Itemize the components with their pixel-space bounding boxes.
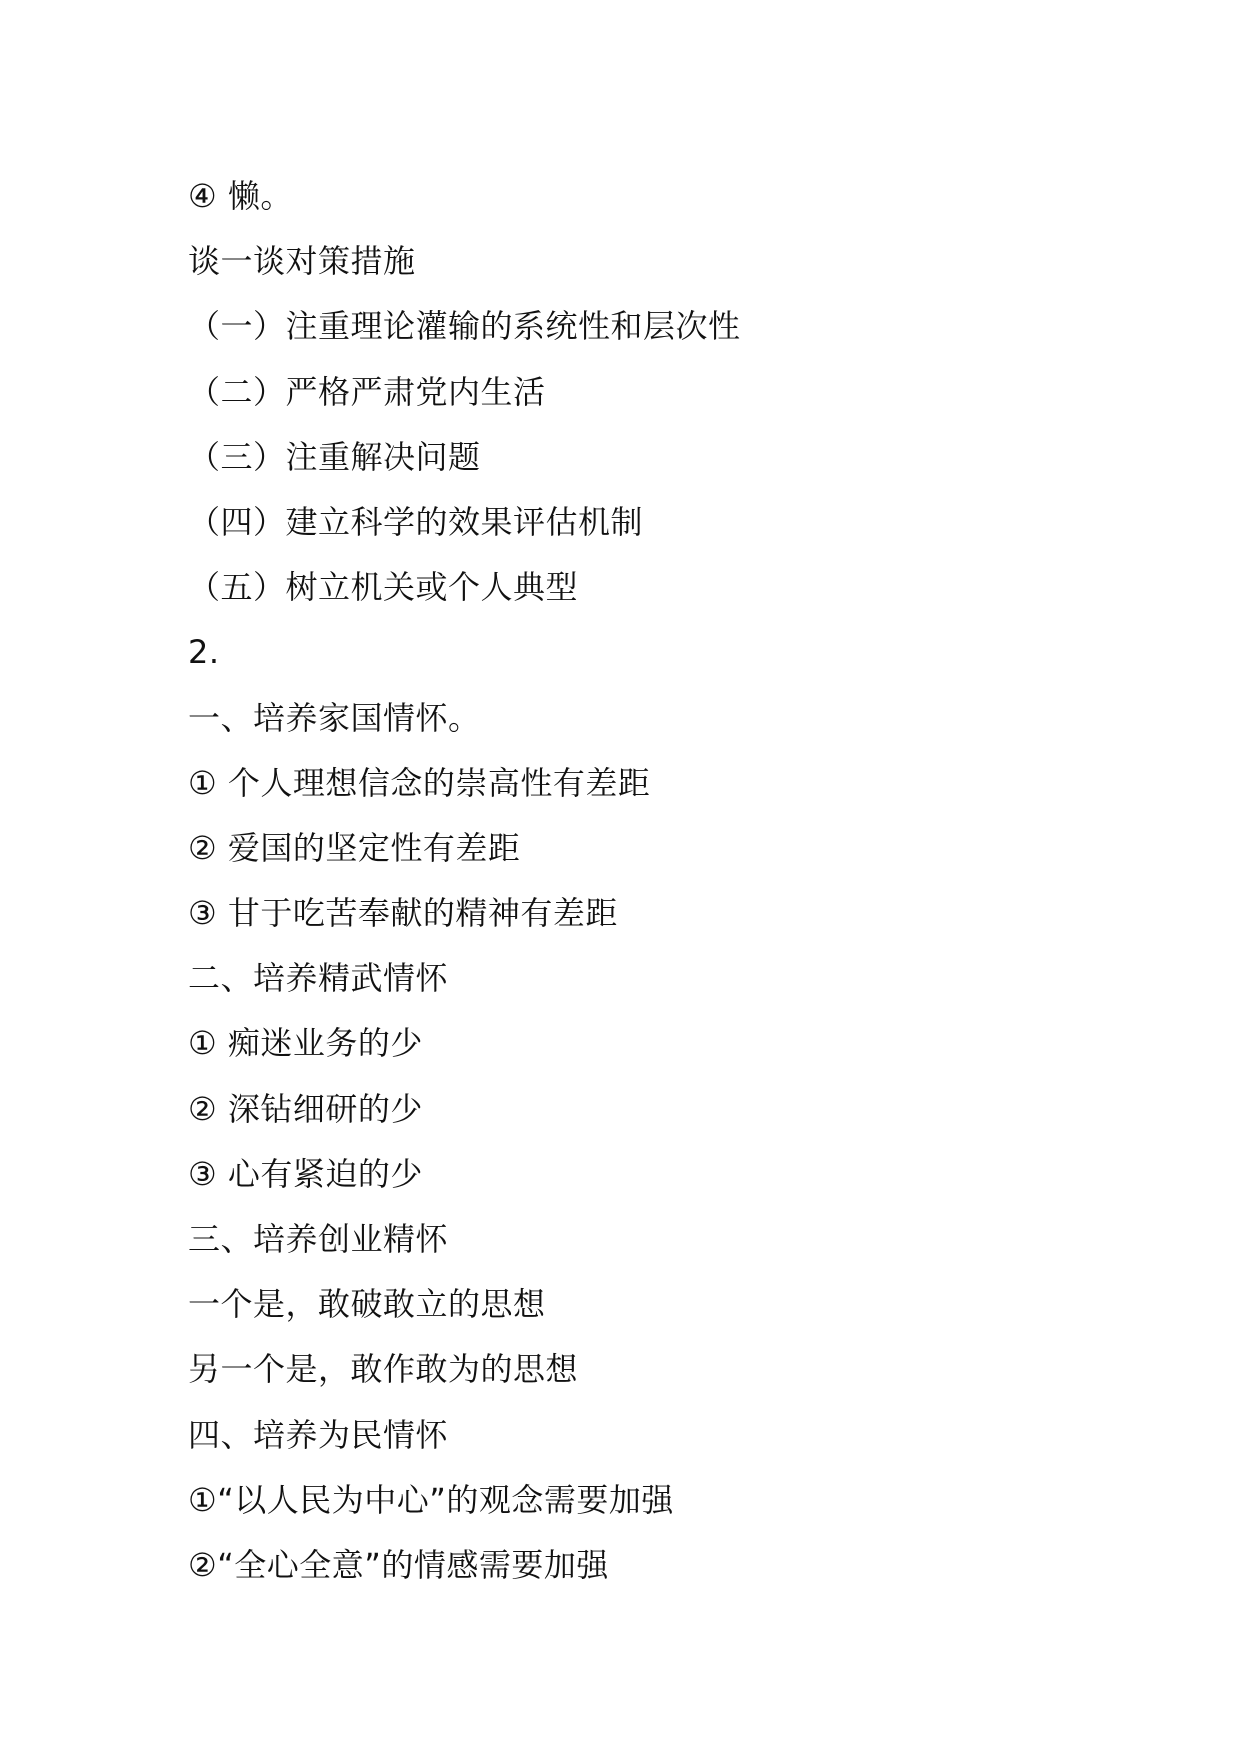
list-item-lazy: ④ 懒。 — [188, 177, 293, 215]
list-item: 另一个是，敢作敢为的思想 — [188, 1350, 579, 1389]
list-item: ②“全心全意”的情感需要加强 — [188, 1545, 609, 1584]
heading-family-country: 一、培养家国情怀。 — [188, 698, 481, 737]
heading-countermeasures: 谈一谈对策措施 — [188, 242, 416, 281]
measure-3: （三）注重解决问题 — [188, 437, 481, 476]
list-item: ② 爱国的坚定性有差距 — [188, 828, 521, 867]
measure-1: （一）注重理论灌输的系统性和层次性 — [188, 307, 741, 346]
list-item: ② 深钻细研的少 — [188, 1089, 423, 1128]
measure-2: （二）严格严肃党内生活 — [188, 372, 546, 411]
heading-martial-skill: 二、培养精武情怀 — [188, 959, 449, 998]
section-number-2: 2. — [188, 633, 220, 672]
list-item: ① 个人理想信念的崇高性有差距 — [188, 763, 651, 802]
measure-5: （五）树立机关或个人典型 — [188, 568, 579, 607]
document-body — [188, 164, 1148, 1598]
list-item: 一个是，敢破敢立的思想 — [188, 1285, 546, 1324]
measure-4: （四）建立科学的效果评估机制 — [188, 502, 644, 541]
list-item: ①“以人民为中心”的观念需要加强 — [188, 1480, 674, 1519]
list-item: ③ 心有紧迫的少 — [188, 1154, 423, 1193]
list-item: ① 痴迷业务的少 — [188, 1024, 423, 1063]
heading-serving-people: 四、培养为民情怀 — [188, 1415, 449, 1454]
heading-entrepreneurship: 三、培养创业精怀 — [188, 1220, 449, 1258]
list-item: ③ 甘于吃苦奉献的精神有差距 — [188, 894, 618, 933]
